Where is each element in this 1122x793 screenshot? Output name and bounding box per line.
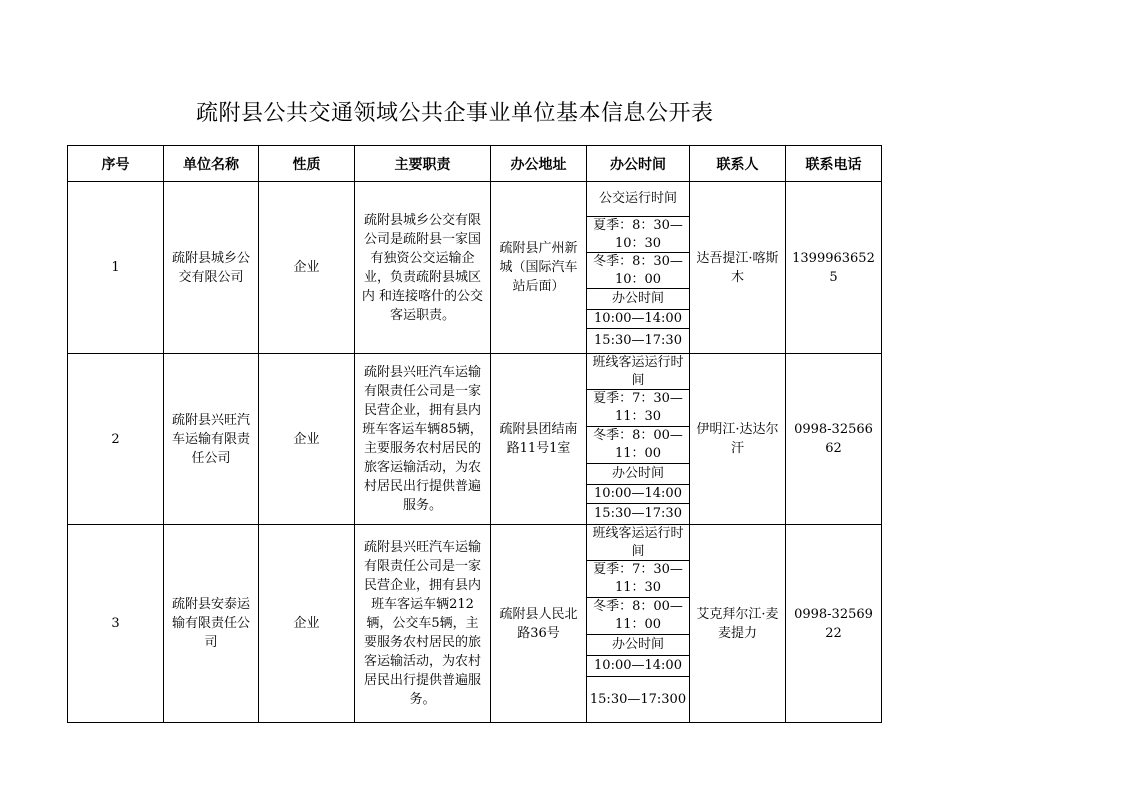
row-index: 1 [68, 182, 164, 354]
unit-name-text: 疏附县城乡公交有限公司 [171, 250, 250, 285]
header-contact: 联系人 [690, 146, 786, 182]
hours-list [587, 525, 689, 722]
contact-text: 伊明江·达达尔汗 [696, 422, 779, 456]
header-phone: 联系电话 [786, 146, 882, 182]
hours-slot: 冬季：8：00—11：00 [587, 427, 689, 464]
hours-slot: 办公时间 [587, 635, 689, 656]
contact-text: 达吾提江·喀斯木 [696, 250, 779, 285]
row-contact [690, 182, 786, 354]
hours-slot: 夏季：8：30—10：30 [587, 217, 689, 253]
row-index: 2 [68, 354, 164, 525]
row-phone [786, 182, 882, 354]
phone-text: 0998-3256662 [794, 422, 873, 456]
address-text: 疏附县人民北路36号 [499, 606, 578, 641]
hours-slot: 冬季：8：00—11：00 [587, 598, 689, 635]
duty-text: 疏附县兴旺汽车运输有限责任公司是一家民营企业，拥有县内班车客运车辆212辆，公交车5辆，主要服务农村居民的旅客运输活动，为农村居民出行提供普遍服务。 [363, 540, 481, 707]
hours-slot: 10:00—14:00 [587, 310, 689, 329]
unit-name-text: 疏附县兴旺汽车运输有限责任公司 [171, 412, 250, 466]
row-contact [690, 525, 786, 723]
row-address [491, 525, 587, 723]
table-row [68, 354, 882, 525]
row-nature: 企业 [259, 354, 355, 525]
row-unit-name [164, 354, 259, 525]
hours-slot: 冬季：8：30—10：00 [587, 253, 689, 289]
duty-text: 疏附县城乡公交有限公司是疏附县一家国有独资公交运输企业，负责疏附县城区内 和连接喀什的公交客运职责。 [361, 212, 484, 323]
row-address [491, 354, 587, 525]
hours-slot: 班线客运运行时间 [587, 354, 689, 390]
info-table [67, 145, 882, 723]
header-name: 单位名称 [164, 146, 259, 182]
hours-slot: 夏季：7：30—11：30 [587, 561, 689, 598]
row-nature: 企业 [259, 525, 355, 723]
hours-slot: 15:30—17:30 [594, 506, 682, 521]
hours-slot: 15:30—17:300 [589, 691, 687, 707]
row-phone [786, 354, 882, 525]
row-phone [786, 525, 882, 723]
header-row [68, 146, 882, 182]
duty-text: 疏附县兴旺汽车运输有限责任公司是一家民营企业，拥有县内班车客运车辆85辆，主要服务农村居民的旅客运输活动，为农村居民出行提供普遍服务。 [362, 365, 483, 513]
row-hours [587, 354, 690, 525]
row-nature: 企业 [259, 182, 355, 354]
row-duty [355, 182, 491, 354]
contact-text: 艾克拜尔江·麦麦提力 [696, 606, 779, 641]
row-address [491, 182, 587, 354]
row-hours [587, 182, 690, 354]
row-duty [355, 525, 491, 723]
page-title: 疏附县公共交通领域公共企事业单位基本信息公开表 [196, 101, 714, 126]
phone-text: 13999636525 [792, 250, 875, 285]
hours-slot: 班线客运运行时间 [587, 525, 689, 561]
hours-slot: 夏季：7：30—11：30 [587, 390, 689, 427]
row-unit-name [164, 182, 259, 354]
hours-slot: 15:30—17:30 [594, 333, 682, 348]
hours-slot: 10:00—14:00 [587, 656, 689, 677]
hours-slot: 公交运行时间 [587, 182, 689, 217]
hours-slot: 办公时间 [587, 464, 689, 485]
address-text: 疏附县广州新城（国际汽车站后面） [499, 241, 578, 294]
table-row [68, 525, 882, 723]
table-row [68, 182, 882, 354]
hours-list [587, 354, 689, 524]
row-hours [587, 525, 690, 723]
hours-slot: 10:00—14:00 [587, 485, 689, 504]
header-nature: 性质 [259, 146, 355, 182]
unit-name-text: 疏附县安泰运输有限责任公司 [171, 597, 250, 650]
header-index: 序号 [68, 146, 164, 182]
row-contact [690, 354, 786, 525]
header-hours: 办公时间 [587, 146, 690, 182]
row-unit-name [164, 525, 259, 723]
phone-text: 0998-3256922 [794, 606, 873, 641]
hours-slot: 办公时间 [587, 289, 689, 310]
header-address: 办公地址 [491, 146, 587, 182]
header-duty: 主要职责 [355, 146, 491, 182]
address-text: 疏附县团结南路11号1室 [499, 422, 578, 456]
row-duty [355, 354, 491, 525]
hours-list [587, 182, 689, 353]
row-index: 3 [68, 525, 164, 723]
